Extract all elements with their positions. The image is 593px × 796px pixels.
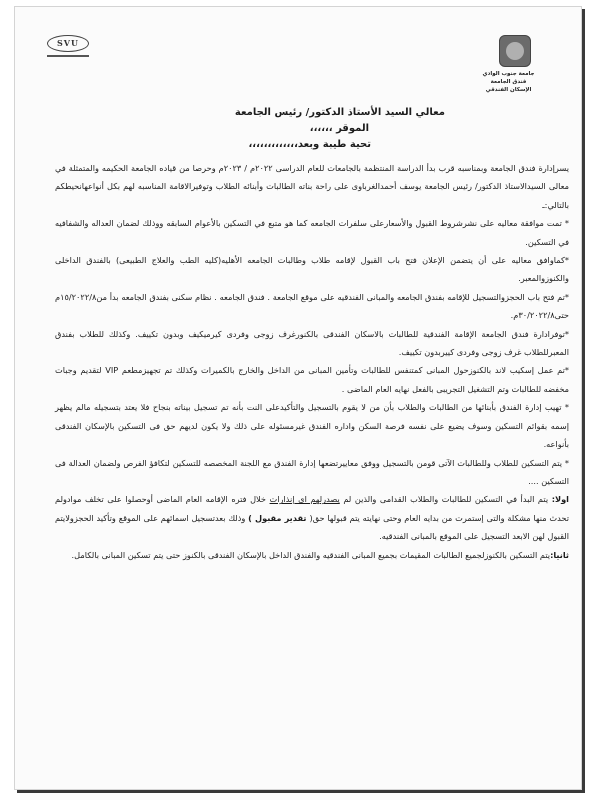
second-text: يتم التسكين بالكنوزلجميع الطالبات المقيمات بجميع المبانى الفندقيه والفندق الداخل بالإسكان الفندقى بالكنوز حتى يتم تسكين المبانى بالكامل.	[71, 549, 551, 560]
logo-underline	[47, 55, 89, 57]
first-text-1: يتم البدأ في التسكين للطالبات والطلاب القدامى والذين لم	[339, 494, 552, 505]
org-line: جامعة جنوب الوادي	[482, 71, 535, 77]
honorific-line: الموقر ،،،،،،	[309, 123, 369, 134]
first-text-3: وذلك بعدتسجيل اسمائهم على الموقع وتأكيد الحجزولايتم القبول لهن الابعد التسجيل على الموقع بالمبانى الفندقيه.	[55, 512, 569, 542]
first-label: اولا:	[551, 494, 569, 505]
paragraph-first	[55, 490, 569, 545]
paragraph: *تم عمل إسكيب لاند بالكنوزحول المبانى كمتنفس للطالبات وتأمين المبانى من الداخل والخارج بالكميرات وكذلك تم تجهيزمطعم VIP لتقديم وجبات مخفضه للطالبات وتم التشغيل التجريبى بالفعل نهايه العام الماضى .	[55, 365, 569, 394]
first-text-2: خلال فتره الإقامه العام الماضى أوحصلوا على تخلف موادولم تحدث منها مشكلة والتى إستمرت من بدايه العام وحتى نهايته يتم قبولها حق(	[55, 494, 570, 523]
university-emblem-icon	[499, 35, 531, 67]
paragraph: * تمت موافقة معاليه على نشرشروط القبول والأسعارعلى سلفرات الجامعه كما هو متبع في التسكين بالأعوام السابقه ووذلك لضمان العداله والشفافيه في التسكين.	[55, 218, 569, 247]
greeting-line: تحية طيبة وبعد،،،،،،،،،،،،،	[248, 139, 371, 150]
svu-logo: SVU	[47, 35, 89, 52]
first-underlined: يصدرلهم اى إنذارات	[269, 494, 340, 505]
paragraph-second	[55, 546, 569, 564]
org-line: الإسكان الفندقي	[485, 87, 532, 93]
paragraph: * يتم التسكين للطلاب وللطالبات الآتى قومن بالتسجيل ووفق معاييرتضعها إدارة الفندق مع اللجنة المخصصه للتسكين لتكافؤ الفرص ولضمان العدالة فى التسكين ....	[55, 457, 569, 486]
paragraph: * تهيب إدارة الفندق بأبنائها من الطالبات والطلاب بأن من لا يقوم بالتسجيل والتأكيدعلى النت بأنه تم تسجيل بيناته بنجاح فلا يعتد بتسجيله مالم يظهر إسمه بقوائم التسكين وسوف يضيع على نفسه فرصة السكن واداره الفندق غيرمسئوله على ذلك ولا يكون لديهم حق فى التسكين بالإسكان الفندقى بأنواعه.	[55, 402, 569, 450]
second-label: ثانيا:	[550, 549, 569, 560]
paragraph: *كماوافق معاليه على أن يتضمن الإعلان فتح باب القبول لإقامه طلاب وطالبات الجامعه الأهليه(كليه الطب والعلاج الطبيعى) بالفندق الداخلى والكنوزوالمعبر.	[55, 255, 569, 284]
addressee-line: معالي السيد الأستاذ الدكتور/ رئيس الجامعة	[234, 107, 445, 118]
org-line: فندق الجامعة	[490, 79, 527, 85]
paragraph: *توفرادارة فندق الجامعة الإقامة الفندقية للطالبات بالاسكان الفندقى بالكنورغرف زوجى وفردى كيرميكيف وبدون تكييف. وكذلك للطلاب بفندق المعبرللطلاب غرف زوجى وفردى كييربدون تكييف.	[55, 328, 569, 358]
first-bold-term: تقدير مقبول )	[248, 512, 310, 523]
organization-block	[466, 70, 551, 94]
paragraph: يسرإدارة فندق الجامعة وبمناسبه قرب بدأ الدراسة المنتظمة بالجامعات للعام الدراسى ٢٠٢٢م / ٢٠٢٣م وحرصا من قياده الجامعة الحكيمه والمتمثلة في معالى السيدالاستاذ الدكتور/ رئيس الجامعة يوسف أحمدالغرباوى على راحة بناته الطالبات وأبنائه الطلاب وتوفيرالاقامة المناسبه لهم بكل أنواعهانحيطكم بالتالي:ـ	[55, 163, 569, 210]
letter-body	[55, 105, 569, 564]
document-page	[14, 6, 582, 790]
paragraph: *تم فتح باب الحجزوالتسجيل للإقامه بفندق الجامعه والمبانى الفندقيه على موقع الجامعة . فندق الجامعه . نظام سكنى بفندق الجامعه بدأ من١٥/٢٠٢٢/٨م حتى٣٠/٢٠٢٢/٨م.	[55, 291, 569, 321]
